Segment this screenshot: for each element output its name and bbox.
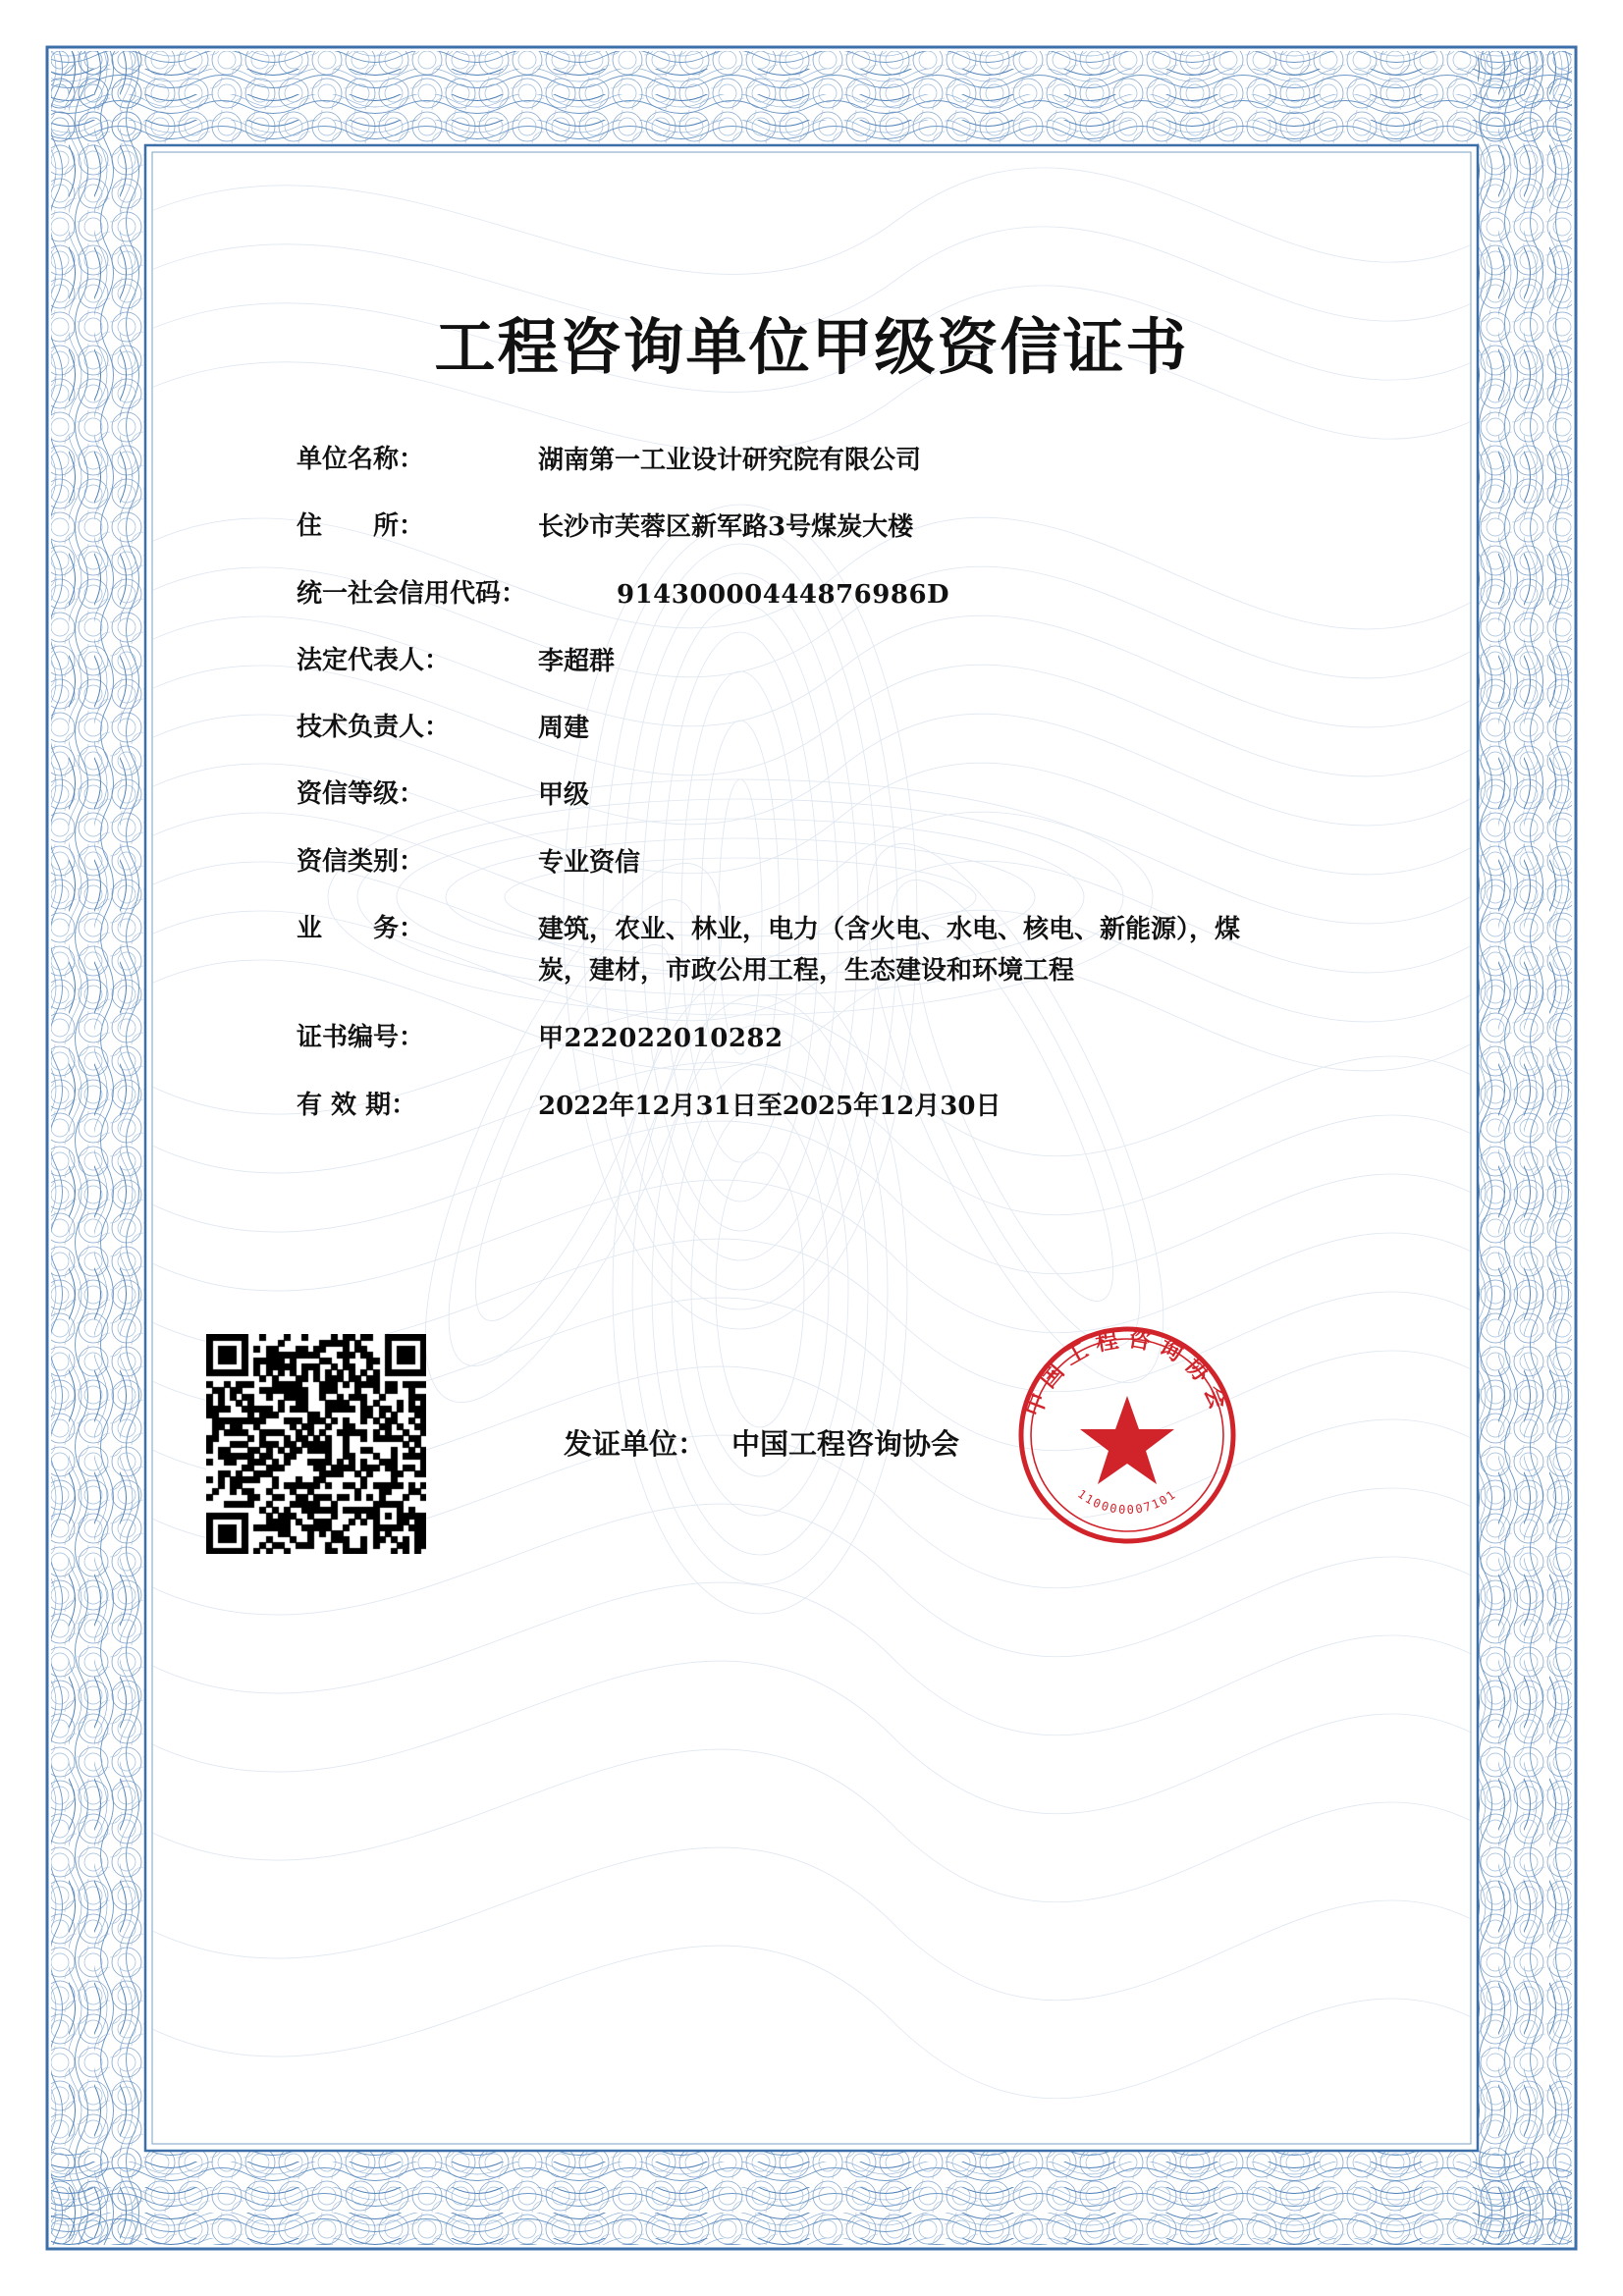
field-value: 91430000444876986D [617,579,950,610]
certificate-qr-code [206,1334,426,1554]
field-legal-representative [297,642,1367,681]
svg-text:110000007101: 110000007101 [1075,1486,1179,1518]
field-value: 湖南第一工业设计研究院有限公司 [538,446,922,475]
field-credit-code [297,575,1367,614]
field-label: 有 效 期： [297,1090,417,1120]
field-credit-category [297,843,1367,882]
field-value: 专业资信 [538,847,641,878]
issuer-line [564,1422,959,1463]
page-title: 工程咨询单位甲级资信证书 [434,311,1189,383]
field-value: 甲222022010282 [538,1024,784,1054]
field-label: 业 务： [297,914,425,944]
field-label: 技术负责人： [297,713,451,743]
official-seal-stamp [1011,1319,1243,1551]
field-value: 长沙市芙蓉区新军路3号煤炭大楼 [538,512,914,543]
field-certificate-number [297,1019,1367,1058]
field-value: 周建 [538,714,590,744]
field-label: 资信类别： [297,846,425,877]
field-value: 甲级 [538,780,590,811]
field-label: 法定代表人： [297,645,451,675]
field-validity-period [297,1087,1367,1126]
field-value: 2022年12月31日至2025年12月30日 [538,1091,1001,1121]
issuer-value: 中国工程咨询协会 [731,1427,960,1461]
field-technical-director [297,709,1367,748]
svg-text:中国工程咨询协会: 中国工程咨询协会 [1019,1324,1235,1420]
field-list [297,441,1367,1153]
field-label: 证书编号： [297,1023,425,1053]
field-value: 李超群 [538,646,616,676]
field-label: 单位名称： [297,445,425,474]
field-label: 资信等级： [297,779,425,810]
field-unit-name [297,441,1367,480]
field-credit-grade [297,775,1367,815]
certificate-content [151,151,1472,2145]
issuer-label: 发证单位： [564,1427,707,1461]
field-label: 统一社会信用代码： [297,578,527,609]
field-business-scope [297,910,1367,991]
field-address [297,507,1367,547]
field-label: 住 所： [297,511,425,542]
field-value: 建筑，农业、林业，电力（含火电、水电、核电、新能源），煤炭，建材，市政公用工程，生态建设和环境工程 [538,915,1241,986]
